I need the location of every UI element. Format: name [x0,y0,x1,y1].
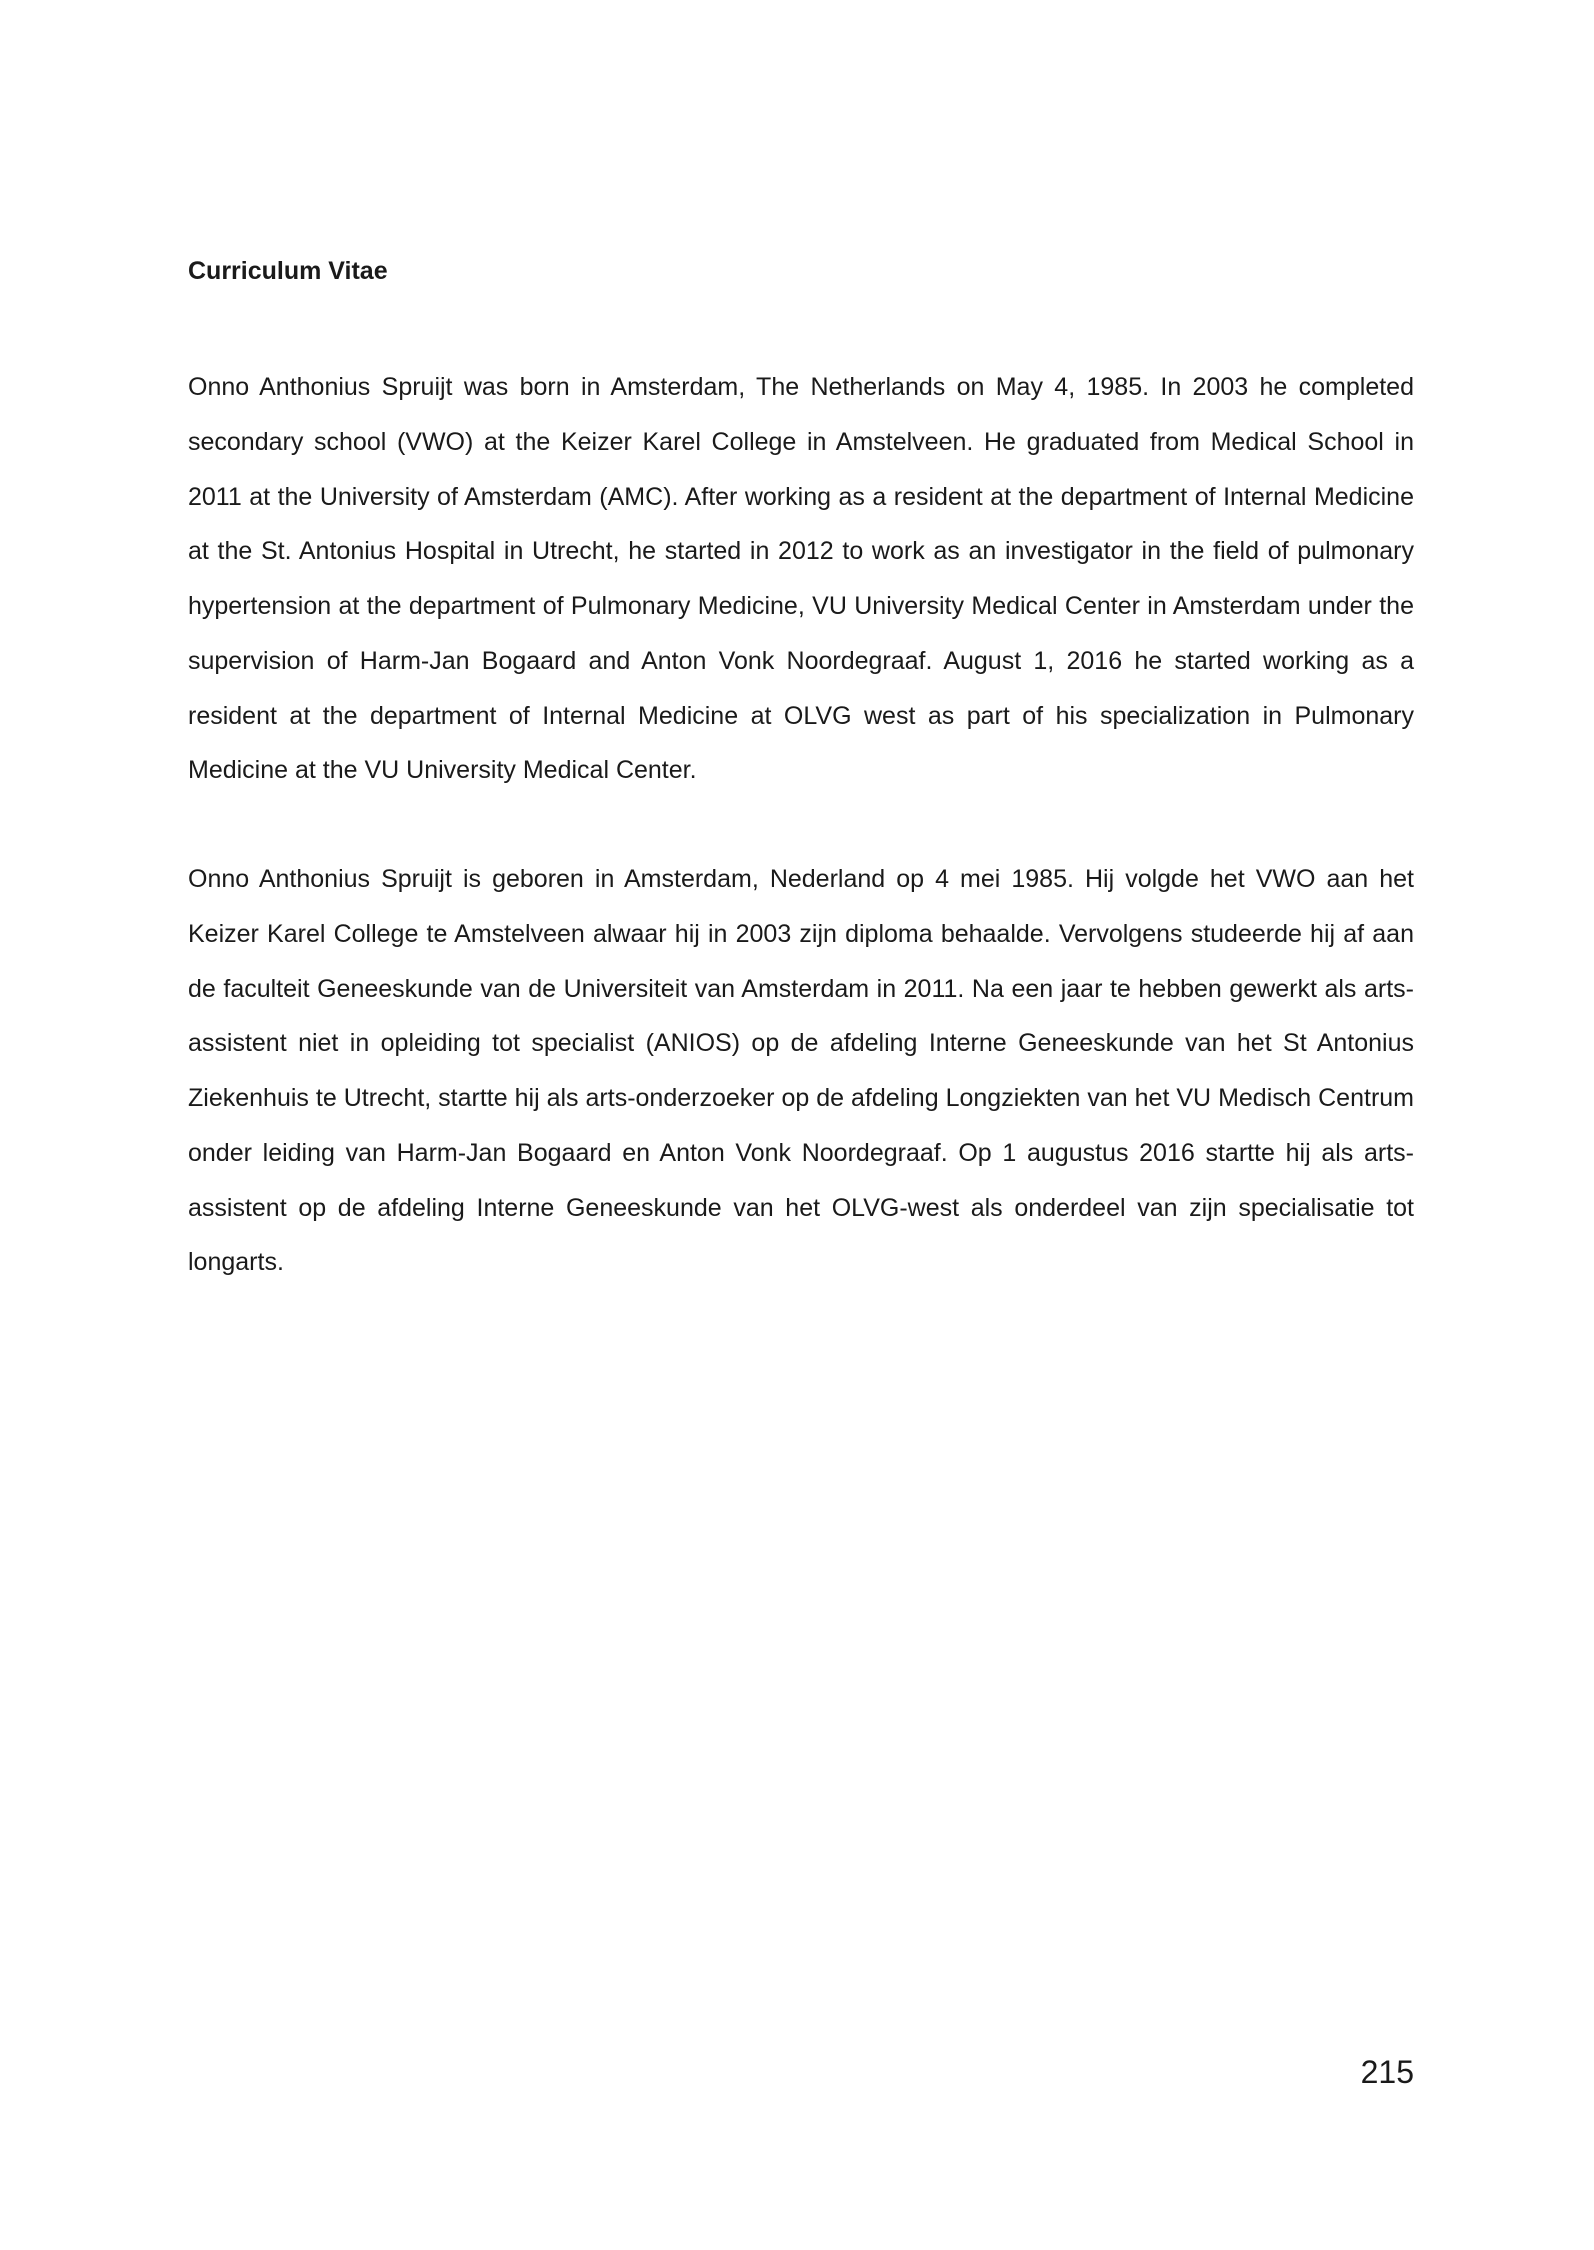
paragraph-dutch: Onno Anthonius Spruijt is geboren in Amsterdam, Nederland op 4 mei 1985. Hij volgde het VWO aan het Keizer Karel College te Amstelveen alwaar hij in 2003 zijn diploma behaalde. Vervolgens studeerde hij af aan de faculteit Geneeskunde van de Universiteit van Amsterdam in 2011. Na een jaar te hebben gewerkt als arts-assistent niet in opleiding tot specialist (ANIOS) op de afdeling Interne Geneeskunde van het St Antonius Ziekenhuis te Utrecht, startte hij als arts-onderzoeker op de afdeling Longziekten van het VU Medisch Centrum onder leiding van Harm-Jan Bogaard en Anton Vonk Noordegraaf. Op 1 augustus 2016 startte hij als arts-assistent op de afdeling Interne Geneeskunde van het OLVG-west als onderdeel van zijn specialisatie tot longarts. [188,865,1414,1277]
page-number: 215 [1360,2054,1414,2090]
paragraph-english: Onno Anthonius Spruijt was born in Amsterdam, The Netherlands on May 4, 1985. In 2003 he completed secondary school (VWO) at the Keizer Karel College in Amstelveen. He graduated from Medical School in 2011 at the University of Amsterdam (AMC). After working as a resident at the department of Internal Medicine at the St. Antonius Hospital in Utrecht, he started in 2012 to work as an investigator in the field of pulmonary hypertension at the department of Pulmonary Medicine, VU University Medical Center in Amsterdam under the supervision of Harm-Jan Bogaard and Anton Vonk Noordegraaf. August 1, 2016 he started working as a resident at the department of Internal Medicine at OLVG west as part of his specialization in Pulmonary Medicine at the VU University Medical Center. [188,373,1414,785]
page-content [188,253,1414,1290]
page-title: Curriculum Vitae [188,257,388,285]
